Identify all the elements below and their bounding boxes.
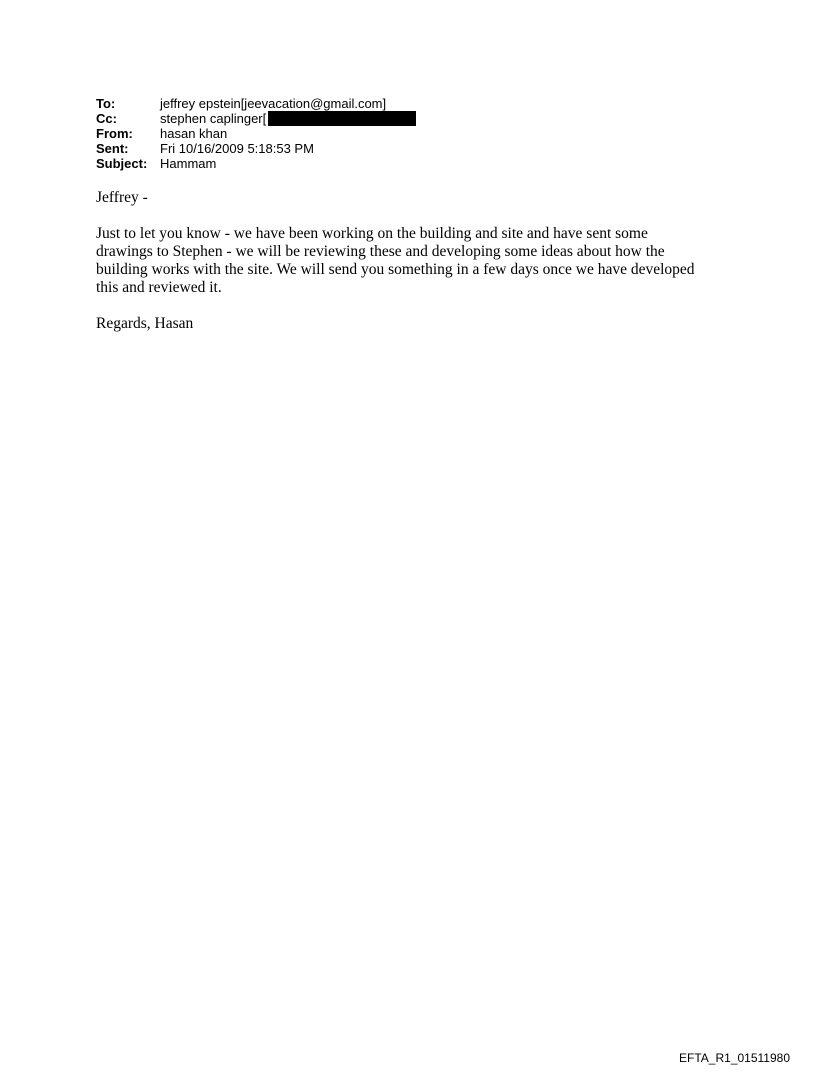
to-label: To: xyxy=(96,96,116,111)
bates-number: EFTA_R1_01511980 xyxy=(679,1051,790,1065)
subject-row xyxy=(96,156,416,171)
sent-row xyxy=(96,141,416,156)
from-value: hasan khan xyxy=(160,126,228,141)
subject-value: Hammam xyxy=(160,156,217,171)
redaction-box xyxy=(268,111,416,126)
signoff: Regards, Hasan xyxy=(96,315,194,332)
cc-value: stephen caplinger[ xyxy=(160,111,267,126)
message-paragraph: Just to let you know - we have been working on the building and site and have sent some drawings to Stephen - we will be reviewing these and developing some ideas about how the building works with the site. We will send you something in a few days once we have developed this and reviewed it. xyxy=(96,225,695,296)
greeting: Jeffrey - xyxy=(96,189,148,206)
to-row xyxy=(96,96,416,111)
subject-label: Subject: xyxy=(96,156,148,171)
to-value: jeffrey epstein[jeevacation@gmail.com] xyxy=(160,96,387,111)
from-label: From: xyxy=(96,126,133,141)
email-header xyxy=(96,96,416,171)
email-body xyxy=(96,189,736,351)
cc-row xyxy=(96,111,416,126)
cc-label: Cc: xyxy=(96,111,117,126)
sent-value: Fri 10/16/2009 5:18:53 PM xyxy=(160,141,314,156)
sent-label: Sent: xyxy=(96,141,129,156)
from-row xyxy=(96,126,416,141)
